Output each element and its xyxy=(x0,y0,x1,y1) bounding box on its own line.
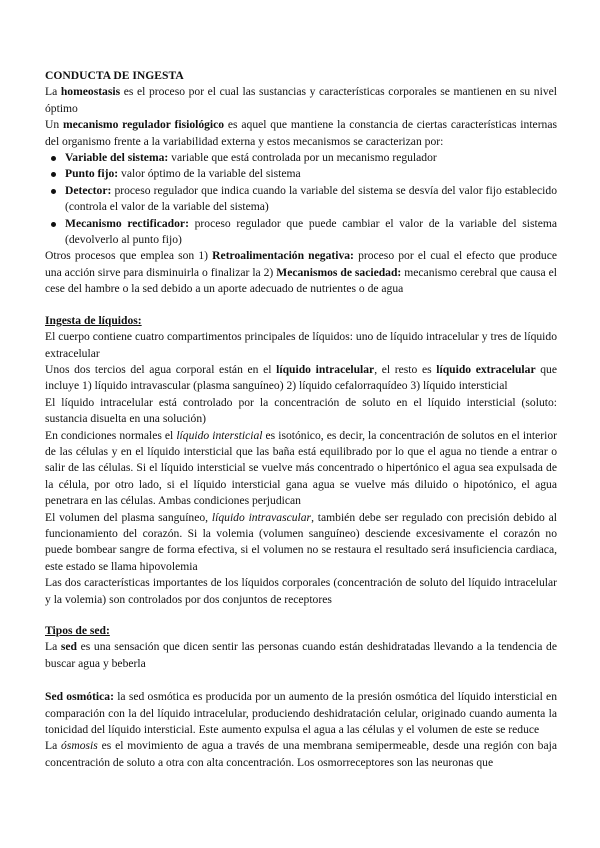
paragraph-sed-osmotica: Sed osmótica: la sed osmótica es producida por un aumento de la presión osmótica del líquido intersticial en comparación con la del líquido intracelular, produciendo deshidratación celular, originado cuando aumenta la tonicidad del líquido intersticial. Este aumento expulsa el agua a las células y el volumen de este se reduce xyxy=(45,690,557,737)
paragraph-osmosis: La ósmosis es el movimiento de agua a través de una membrana semipermeable, desde una región con baja concentración de soluto a otra con alta concentración. Los osmorreceptores son las neuronas que xyxy=(45,739,557,769)
bullet-list xyxy=(45,150,557,248)
paragraph-receptores: Las dos características importantes de los líquidos corporales (concentración de soluto del líquido intracelular y la volemia) son controlados por dos conjuntos de receptores xyxy=(45,576,557,606)
list-item: Detector: proceso regulador que indica cuando la variable del sistema se desvía del valor fijo establecido (controla el valor de la variable del sistema) xyxy=(45,183,557,216)
heading-ingesta-liquidos: Ingesta de líquidos: xyxy=(45,313,142,327)
paragraph-isotonico: En condiciones normales el líquido intersticial es isotónico, es decir, la concentración de solutos en el interior de las células y en el líquido intersticial que las baña está equilibrado por lo que el agua no tiende a entrar o salir de las células. Si el líquido intersticial se vuelve más concentrado o hipertónico el agua sea expulsada de la célula, por otro lado, si el líquido intersticial gana agua se vuelve más diluido o hipotónico, el agua penetrara en las células. Ambas condiciones perjudican xyxy=(45,428,557,508)
paragraph-dos-tercios: Unos dos tercios del agua corporal están en el líquido intracelular, el resto es líquido extracelular que incluye 1) líquido intravascular (plasma sanguíneo) 2) líquido cefalorraquídeo 3) líquido intersticial xyxy=(45,362,557,393)
list-item: Punto fijo: valor óptimo de la variable del sistema xyxy=(45,166,557,182)
paragraph-intracelular: El líquido intracelular está controlado por la concentración de soluto en el líquido intersticial (soluto: sustancia disuelta en una solución) xyxy=(45,395,557,426)
paragraph-sed: La sed es una sensación que dicen sentir las personas cuando están deshidratadas llevando a la tendencia de buscar agua y beberla xyxy=(45,640,557,670)
bullet-icon xyxy=(51,189,56,194)
list-item: Mecanismo rectificador: proceso regulador que puede cambiar el valor de la variable del sistema (devolverlo al punto fijo) xyxy=(45,216,557,249)
paragraph-plasma: El volumen del plasma sanguíneo, líquido intravascular, también debe ser regulado con precisión debido al funcionamiento del corazón. Si la volemia (volumen sanguíneo) desciende excesivamente el corazón no puede bombear sangre de forma efectiva, si el volumen no se restaura el resultado será insuficiencia cardiaca, este estado se llama hipovolemia xyxy=(45,510,558,573)
paragraph-homeostasis: La homeostasis es el proceso por el cual las sustancias y características corporales se mantienen en su nivel óptimo xyxy=(45,85,557,115)
paragraph-otros-procesos: Otros procesos que emplea son 1) Retroalimentación negativa: proceso por el cual el efecto que produce una acción sirve para disminuirla o finalizar la 2) Mecanismos de saciedad: mecanismo cerebral que causa el cese del hambre o la sed debido a un aporte adecuado de nutrientes o de agua xyxy=(45,249,558,296)
bullet-icon xyxy=(51,172,56,177)
document-title: CONDUCTA DE INGESTA xyxy=(45,69,184,82)
term-mecanismo-regulador: mecanismo regulador fisiológico xyxy=(62,118,225,132)
paragraph-mecanismo: Un mecanismo regulador fisiológico es aquel que mantiene la constancia de ciertas características internas del organismo frente a la variabilidad externa y estos mecanismos se caracterizan por: xyxy=(45,118,558,148)
term-homeostasis: homeostasis xyxy=(60,85,121,99)
bullet-icon xyxy=(51,156,56,161)
paragraph-compartimentos: El cuerpo contiene cuatro compartimentos principales de líquidos: uno de líquido intracelular y tres de líquido extracelular xyxy=(45,330,557,360)
bullet-icon xyxy=(51,222,56,227)
heading-tipos-sed: Tipos de sed: xyxy=(45,624,110,637)
list-item: Variable del sistema: variable que está controlada por un mecanismo regulador xyxy=(45,150,557,166)
